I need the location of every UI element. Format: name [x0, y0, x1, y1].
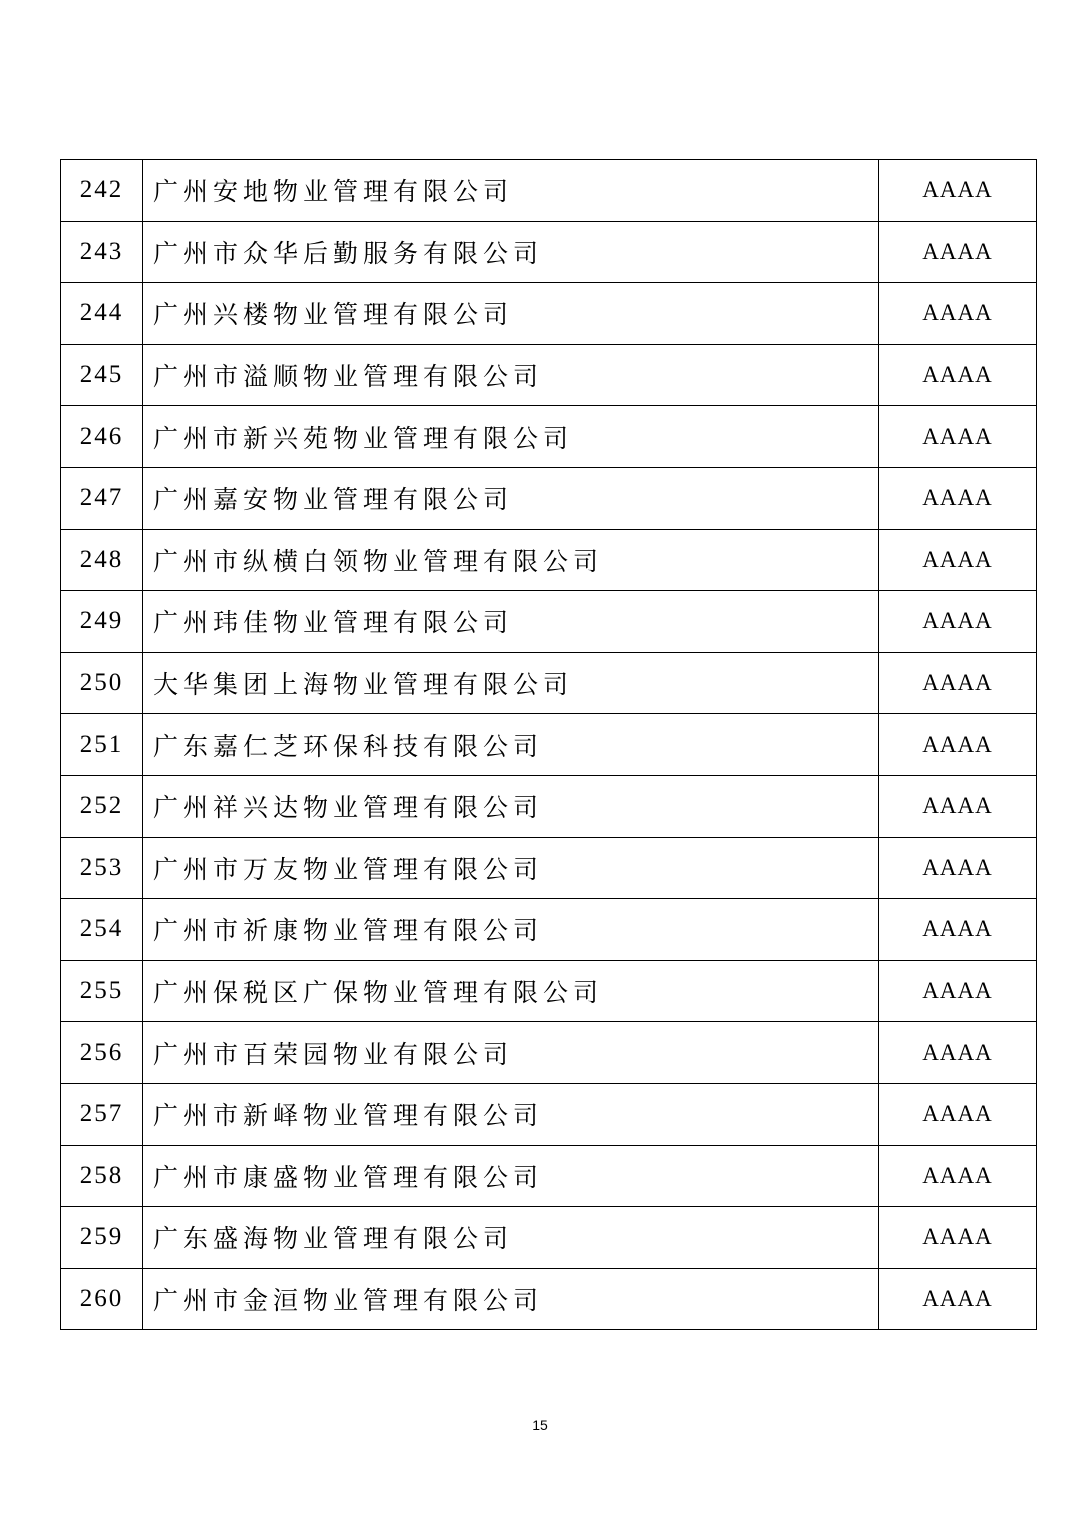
rating-grade: AAAA [879, 775, 1037, 837]
table-row [61, 406, 1037, 468]
company-name: 大华集团上海物业管理有限公司 [143, 652, 879, 714]
row-number: 255 [61, 960, 143, 1022]
rating-grade: AAAA [879, 1268, 1037, 1330]
table-row [61, 1083, 1037, 1145]
table-row [61, 529, 1037, 591]
row-number: 254 [61, 899, 143, 961]
row-number: 249 [61, 591, 143, 653]
row-number: 258 [61, 1145, 143, 1207]
row-number: 259 [61, 1207, 143, 1269]
rating-grade: AAAA [879, 406, 1037, 468]
rating-grade: AAAA [879, 837, 1037, 899]
company-name: 广州玮佳物业管理有限公司 [143, 591, 879, 653]
company-name: 广东盛海物业管理有限公司 [143, 1207, 879, 1269]
table-row [61, 1145, 1037, 1207]
table-row [61, 899, 1037, 961]
company-name: 广州市百荣园物业有限公司 [143, 1022, 879, 1084]
rating-grade: AAAA [879, 283, 1037, 345]
row-number: 257 [61, 1083, 143, 1145]
table-row [61, 467, 1037, 529]
table-row [61, 960, 1037, 1022]
table-row [61, 714, 1037, 776]
table-row [61, 1207, 1037, 1269]
company-name: 广州市康盛物业管理有限公司 [143, 1145, 879, 1207]
rating-grade: AAAA [879, 652, 1037, 714]
company-name: 广州市祈康物业管理有限公司 [143, 899, 879, 961]
company-name: 广州市溢顺物业管理有限公司 [143, 344, 879, 406]
row-number: 250 [61, 652, 143, 714]
row-number: 244 [61, 283, 143, 345]
company-name: 广州市万友物业管理有限公司 [143, 837, 879, 899]
company-name: 广州安地物业管理有限公司 [143, 160, 879, 222]
page-number: 15 [532, 1417, 548, 1433]
row-number: 243 [61, 221, 143, 283]
rating-grade: AAAA [879, 591, 1037, 653]
table-row [61, 160, 1037, 222]
table-body [61, 160, 1037, 1330]
table-row [61, 283, 1037, 345]
rating-grade: AAAA [879, 714, 1037, 776]
table-row [61, 775, 1037, 837]
row-number: 251 [61, 714, 143, 776]
company-name: 广州市新峄物业管理有限公司 [143, 1083, 879, 1145]
company-name: 广东嘉仁芝环保科技有限公司 [143, 714, 879, 776]
row-number: 245 [61, 344, 143, 406]
row-number: 252 [61, 775, 143, 837]
company-name: 广州市众华后勤服务有限公司 [143, 221, 879, 283]
company-name: 广州市纵横白领物业管理有限公司 [143, 529, 879, 591]
company-rating-table [60, 159, 1037, 1330]
rating-grade: AAAA [879, 467, 1037, 529]
table-row [61, 652, 1037, 714]
row-number: 253 [61, 837, 143, 899]
company-name: 广州市新兴苑物业管理有限公司 [143, 406, 879, 468]
row-number: 248 [61, 529, 143, 591]
rating-grade: AAAA [879, 344, 1037, 406]
rating-grade: AAAA [879, 529, 1037, 591]
rating-grade: AAAA [879, 221, 1037, 283]
rating-grade: AAAA [879, 1083, 1037, 1145]
row-number: 246 [61, 406, 143, 468]
table-row [61, 837, 1037, 899]
company-name: 广州祥兴达物业管理有限公司 [143, 775, 879, 837]
row-number: 247 [61, 467, 143, 529]
table-row [61, 591, 1037, 653]
row-number: 242 [61, 160, 143, 222]
row-number: 256 [61, 1022, 143, 1084]
row-number: 260 [61, 1268, 143, 1330]
rating-grade: AAAA [879, 1145, 1037, 1207]
rating-grade: AAAA [879, 1207, 1037, 1269]
table-row [61, 344, 1037, 406]
table-row [61, 1022, 1037, 1084]
company-name: 广州嘉安物业管理有限公司 [143, 467, 879, 529]
company-name: 广州市金洹物业管理有限公司 [143, 1268, 879, 1330]
rating-grade: AAAA [879, 899, 1037, 961]
table-row [61, 221, 1037, 283]
rating-grade: AAAA [879, 960, 1037, 1022]
table-row [61, 1268, 1037, 1330]
company-name: 广州兴楼物业管理有限公司 [143, 283, 879, 345]
rating-grade: AAAA [879, 1022, 1037, 1084]
company-name: 广州保税区广保物业管理有限公司 [143, 960, 879, 1022]
rating-grade: AAAA [879, 160, 1037, 222]
